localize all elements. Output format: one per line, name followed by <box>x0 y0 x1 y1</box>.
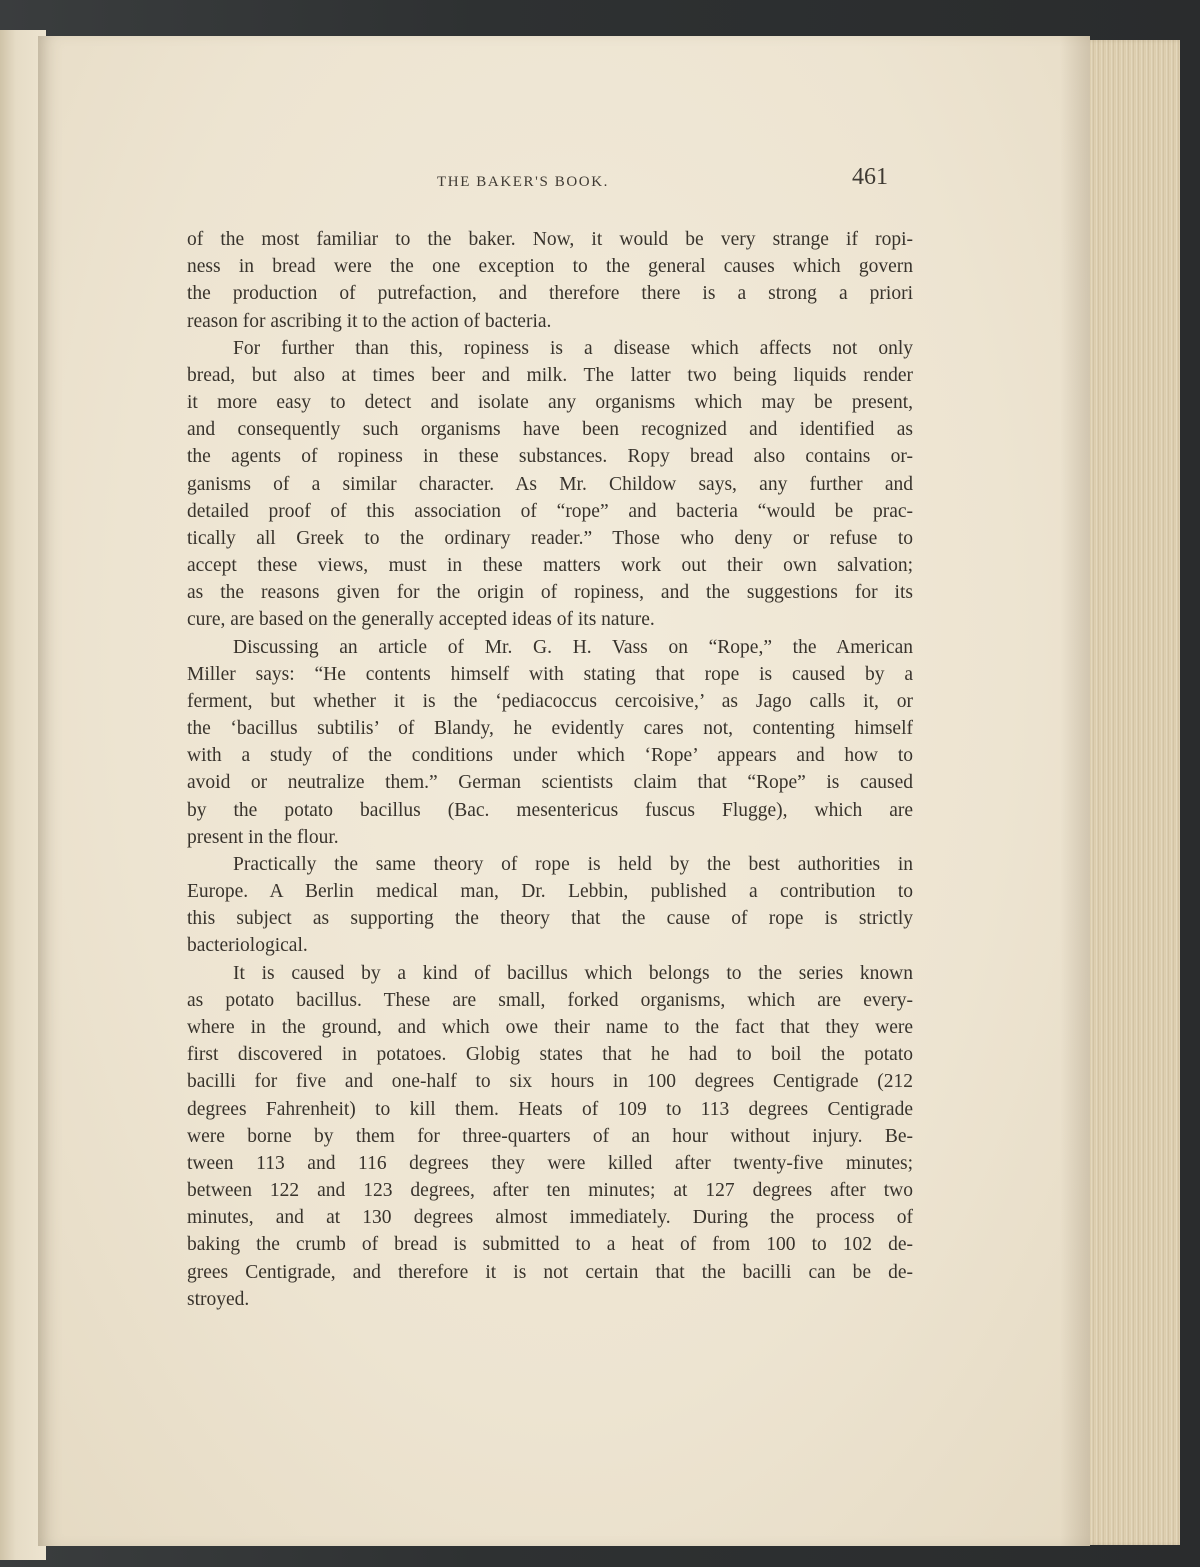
text-line: it more easy to detect and isolate any organisms which may be present, <box>187 392 913 414</box>
text-line: were borne by them for three-quarters of an hour without injury. Be- <box>187 1125 913 1147</box>
text-line: stroyed. <box>187 1288 250 1310</box>
text-line: the production of putrefaction, and therefore there is a strong a priori <box>187 283 913 305</box>
text-line: by the potato bacillus (Bac. mesentericus fuscus Flugge), which are <box>187 799 913 821</box>
page-edges <box>1075 40 1180 1545</box>
gutter-shadow <box>1060 36 1090 1546</box>
text-line: ferment, but whether it is the ‘pediacoccus cercoisive,’ as Jago calls it, or <box>187 690 913 712</box>
text-line: as potato bacillus. These are small, forked organisms, which are every- <box>187 989 913 1011</box>
text-line: Discussing an article of Mr. G. H. Vass on “Rope,” the American <box>233 636 913 658</box>
text-line: It is caused by a kind of bacillus which belongs to the series known <box>233 962 913 984</box>
text-line: with a study of the conditions under which ‘Rope’ appears and how to <box>187 745 913 767</box>
text-line: Practically the same theory of rope is held by the best authorities in <box>233 853 913 875</box>
page-number: 461 <box>852 164 888 190</box>
text-line: Europe. A Berlin medical man, Dr. Lebbin, published a contribution to <box>187 881 913 903</box>
text-line: the agents of ropiness in these substances. Ropy bread also contains or- <box>187 446 913 468</box>
text-line: ness in bread were the one exception to the general causes which govern <box>187 256 913 278</box>
text-line: this subject as supporting the theory that the cause of rope is strictly <box>187 908 913 930</box>
text-line: minutes, and at 130 degrees almost immediately. During the process of <box>187 1207 913 1229</box>
text-line: baking the crumb of bread is submitted to a heat of from 100 to 102 de- <box>187 1234 913 1256</box>
text-line: For further than this, ropiness is a disease which affects not only <box>233 337 913 359</box>
text-line: accept these views, must in these matters work out their own salvation; <box>187 555 913 577</box>
text-line: as the reasons given for the origin of ropiness, and the suggestions for its <box>187 582 913 604</box>
text-line: reason for ascribing it to the action of bacteria. <box>187 310 552 332</box>
text-line: ganisms of a similar character. As Mr. Childow says, any further and <box>187 473 913 495</box>
text-line: first discovered in potatoes. Globig states that he had to boil the potato <box>187 1044 913 1066</box>
running-head: THE BAKER'S BOOK. <box>437 174 609 190</box>
text-line: where in the ground, and which owe their name to the fact that they were <box>187 1016 913 1038</box>
text-line: of the most familiar to the baker. Now, it would be very strange if ropi- <box>187 229 913 250</box>
text-line: between 122 and 123 degrees, after ten minutes; at 127 degrees after two <box>187 1180 913 1202</box>
text-line: present in the flour. <box>187 826 339 848</box>
text-line: bacteriological. <box>187 935 308 957</box>
text-line: detailed proof of this association of “rope” and bacteria “would be prac- <box>187 500 913 522</box>
text-line: cure, are based on the generally accepted ideas of its nature. <box>187 609 655 631</box>
text-line: tween 113 and 116 degrees they were killed after twenty-five minutes; <box>187 1152 913 1174</box>
text-line: tically all Greek to the ordinary reader.” Those who deny or refuse to <box>187 527 913 549</box>
text-line: bacilli for five and one-half to six hours in 100 degrees Centigrade (212 <box>187 1071 913 1093</box>
text-line: bread, but also at times beer and milk. The latter two being liquids render <box>187 364 913 386</box>
body-text <box>187 226 913 1313</box>
text-line: grees Centigrade, and therefore it is not certain that the bacilli can be de- <box>187 1261 913 1283</box>
text-line: degrees Fahrenheit) to kill them. Heats of 109 to 113 degrees Centigrade <box>187 1098 913 1120</box>
text-line: the ‘bacillus subtilis’ of Blandy, he evidently cares not, contenting himself <box>187 718 913 740</box>
text-line: Miller says: “He contents himself with stating that rope is caused by a <box>187 663 913 685</box>
text-line: avoid or neutralize them.” German scientists claim that “Rope” is caused <box>187 772 913 794</box>
text-line: and consequently such organisms have been recognized and identified as <box>187 419 913 441</box>
